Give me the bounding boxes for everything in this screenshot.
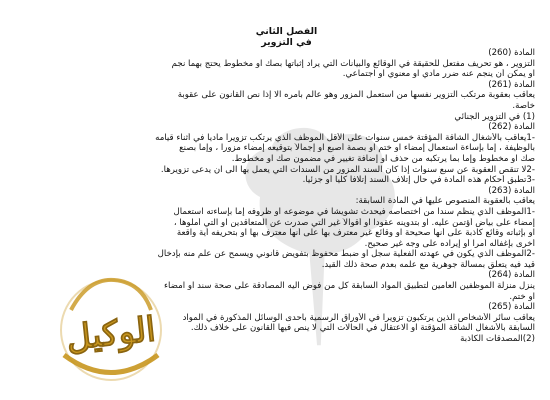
text-line: المادة (262) bbox=[488, 122, 535, 133]
text-line: ينزل منزلة الموظفين العامين لتطبيق المواد السابقة كل من فوض اليه المصادقة على صحة سند او امضاء bbox=[164, 281, 535, 292]
document-body bbox=[38, 26, 535, 345]
svg-text:الوكيل: الوكيل bbox=[64, 309, 158, 359]
text-line: (2)المصدقات الكاذبة bbox=[460, 334, 535, 345]
text-line: -1الموظف الذي ينظم سنداً من اختصاصه فيحدث تشويشاً في موضوعه او ظروفه إما بإساءته استعمال bbox=[173, 206, 535, 217]
text-line: او يمكن أن ينجم عنه ضرر مادي او معنوي او اجتماعي. bbox=[342, 69, 535, 80]
text-line: المادة (264) bbox=[488, 270, 535, 281]
text-line: بالوظيفة ، إما بإساءة استعمال إمضاء او ختم او بصمة أصبع او إجمالاً بتوقيعه إمضاء مزوراً ، وإما بصنع bbox=[179, 143, 535, 154]
text-line: قيد فيه يتعلق بمسألة جوهرية مع علمه بعدم صحة ذلك القيد. bbox=[321, 259, 535, 270]
text-line: التزوير ، هو تحريف مفتعل للحقيقة في الوقائع والبيانات التي يراد إثباتها بصك او مخطوط يحتج بهما نجم bbox=[171, 58, 535, 69]
text-line: خاصة. bbox=[512, 100, 535, 111]
text-line: السابقة بالأشغال الشاقة المؤقتة او الاعتقال في الحالات التي لا ينص فيها القانون على خلاف ذلك. bbox=[190, 323, 535, 334]
text-line: يعاقب بعقوبة مرتكب التزوير نفسها من استعمل المزور وهو عالم بأمره الا إذا نص القانون على عقوبة bbox=[177, 90, 535, 101]
text-line: المادة (265) bbox=[488, 302, 535, 313]
text-line: صك او مخطوط وإما بما يرتكبه من حذف او إضافة تغيير في مضمون صك او مخطوط. bbox=[231, 153, 535, 164]
text-line: -1يعاقب بالأشغال الشاقة المؤقتة خمس سنوات على الأقل الموظف الذي يرتكب تزويراً مادياً في أثناء قيامه bbox=[155, 132, 535, 143]
text-line: او بإثباته وقائع كاذبة على أنها صحيحة او وقائع غير معترف بها على أنها معترف بها او بتحريفه أية واقعة bbox=[176, 228, 535, 239]
text-line: (1) في التزوير الجنائي bbox=[454, 111, 535, 122]
text-line: المادة (260) bbox=[488, 48, 535, 58]
text-line: إمضاء على بياض أؤتمن عليه. او بتدوينه عقوداً او أقوالاً غير التي صدرت عن المتعاقدين او التي أملوها ، bbox=[173, 217, 535, 228]
text-line: المادة (261) bbox=[488, 79, 535, 90]
text-line: -2لا تنقص العقوبة عن سبع سنوات إذا كان السند المزور من السندات التي يعمل بها الى ان يدعى تزويرها. bbox=[160, 164, 535, 175]
text-line: او ختم. bbox=[509, 291, 535, 302]
text-line: -3تطبق أحكام هذه المادة في حال إتلاف السند إتلافاً كلياً أو جزئياً. bbox=[302, 175, 535, 186]
text-line: المادة (263) bbox=[488, 185, 535, 196]
text-line: يعاقب بالعقوبة المنصوص عليها في المادة السابقة: bbox=[355, 196, 535, 207]
text-line: يعاقب سائر الأشخاص الذين يرتكبون تزويراً في الأوراق الرسمية بأحدى الوسائل المذكورة في المواد bbox=[182, 312, 535, 323]
text-line: -2الموظف الذي يكون في عهدته الفعلية سجل او ضبط محفوظ بتفويض قانوني ويسمح عن علم منه بإدخال bbox=[157, 249, 535, 260]
text-line: أخرى بإغفاله أمراً أو إيراده على وجه غير صحيح. bbox=[364, 238, 535, 249]
document-lines bbox=[38, 48, 535, 345]
chapter-subheading: في التزوير bbox=[261, 37, 312, 48]
chapter-heading: الفصل الثاني bbox=[255, 26, 318, 37]
